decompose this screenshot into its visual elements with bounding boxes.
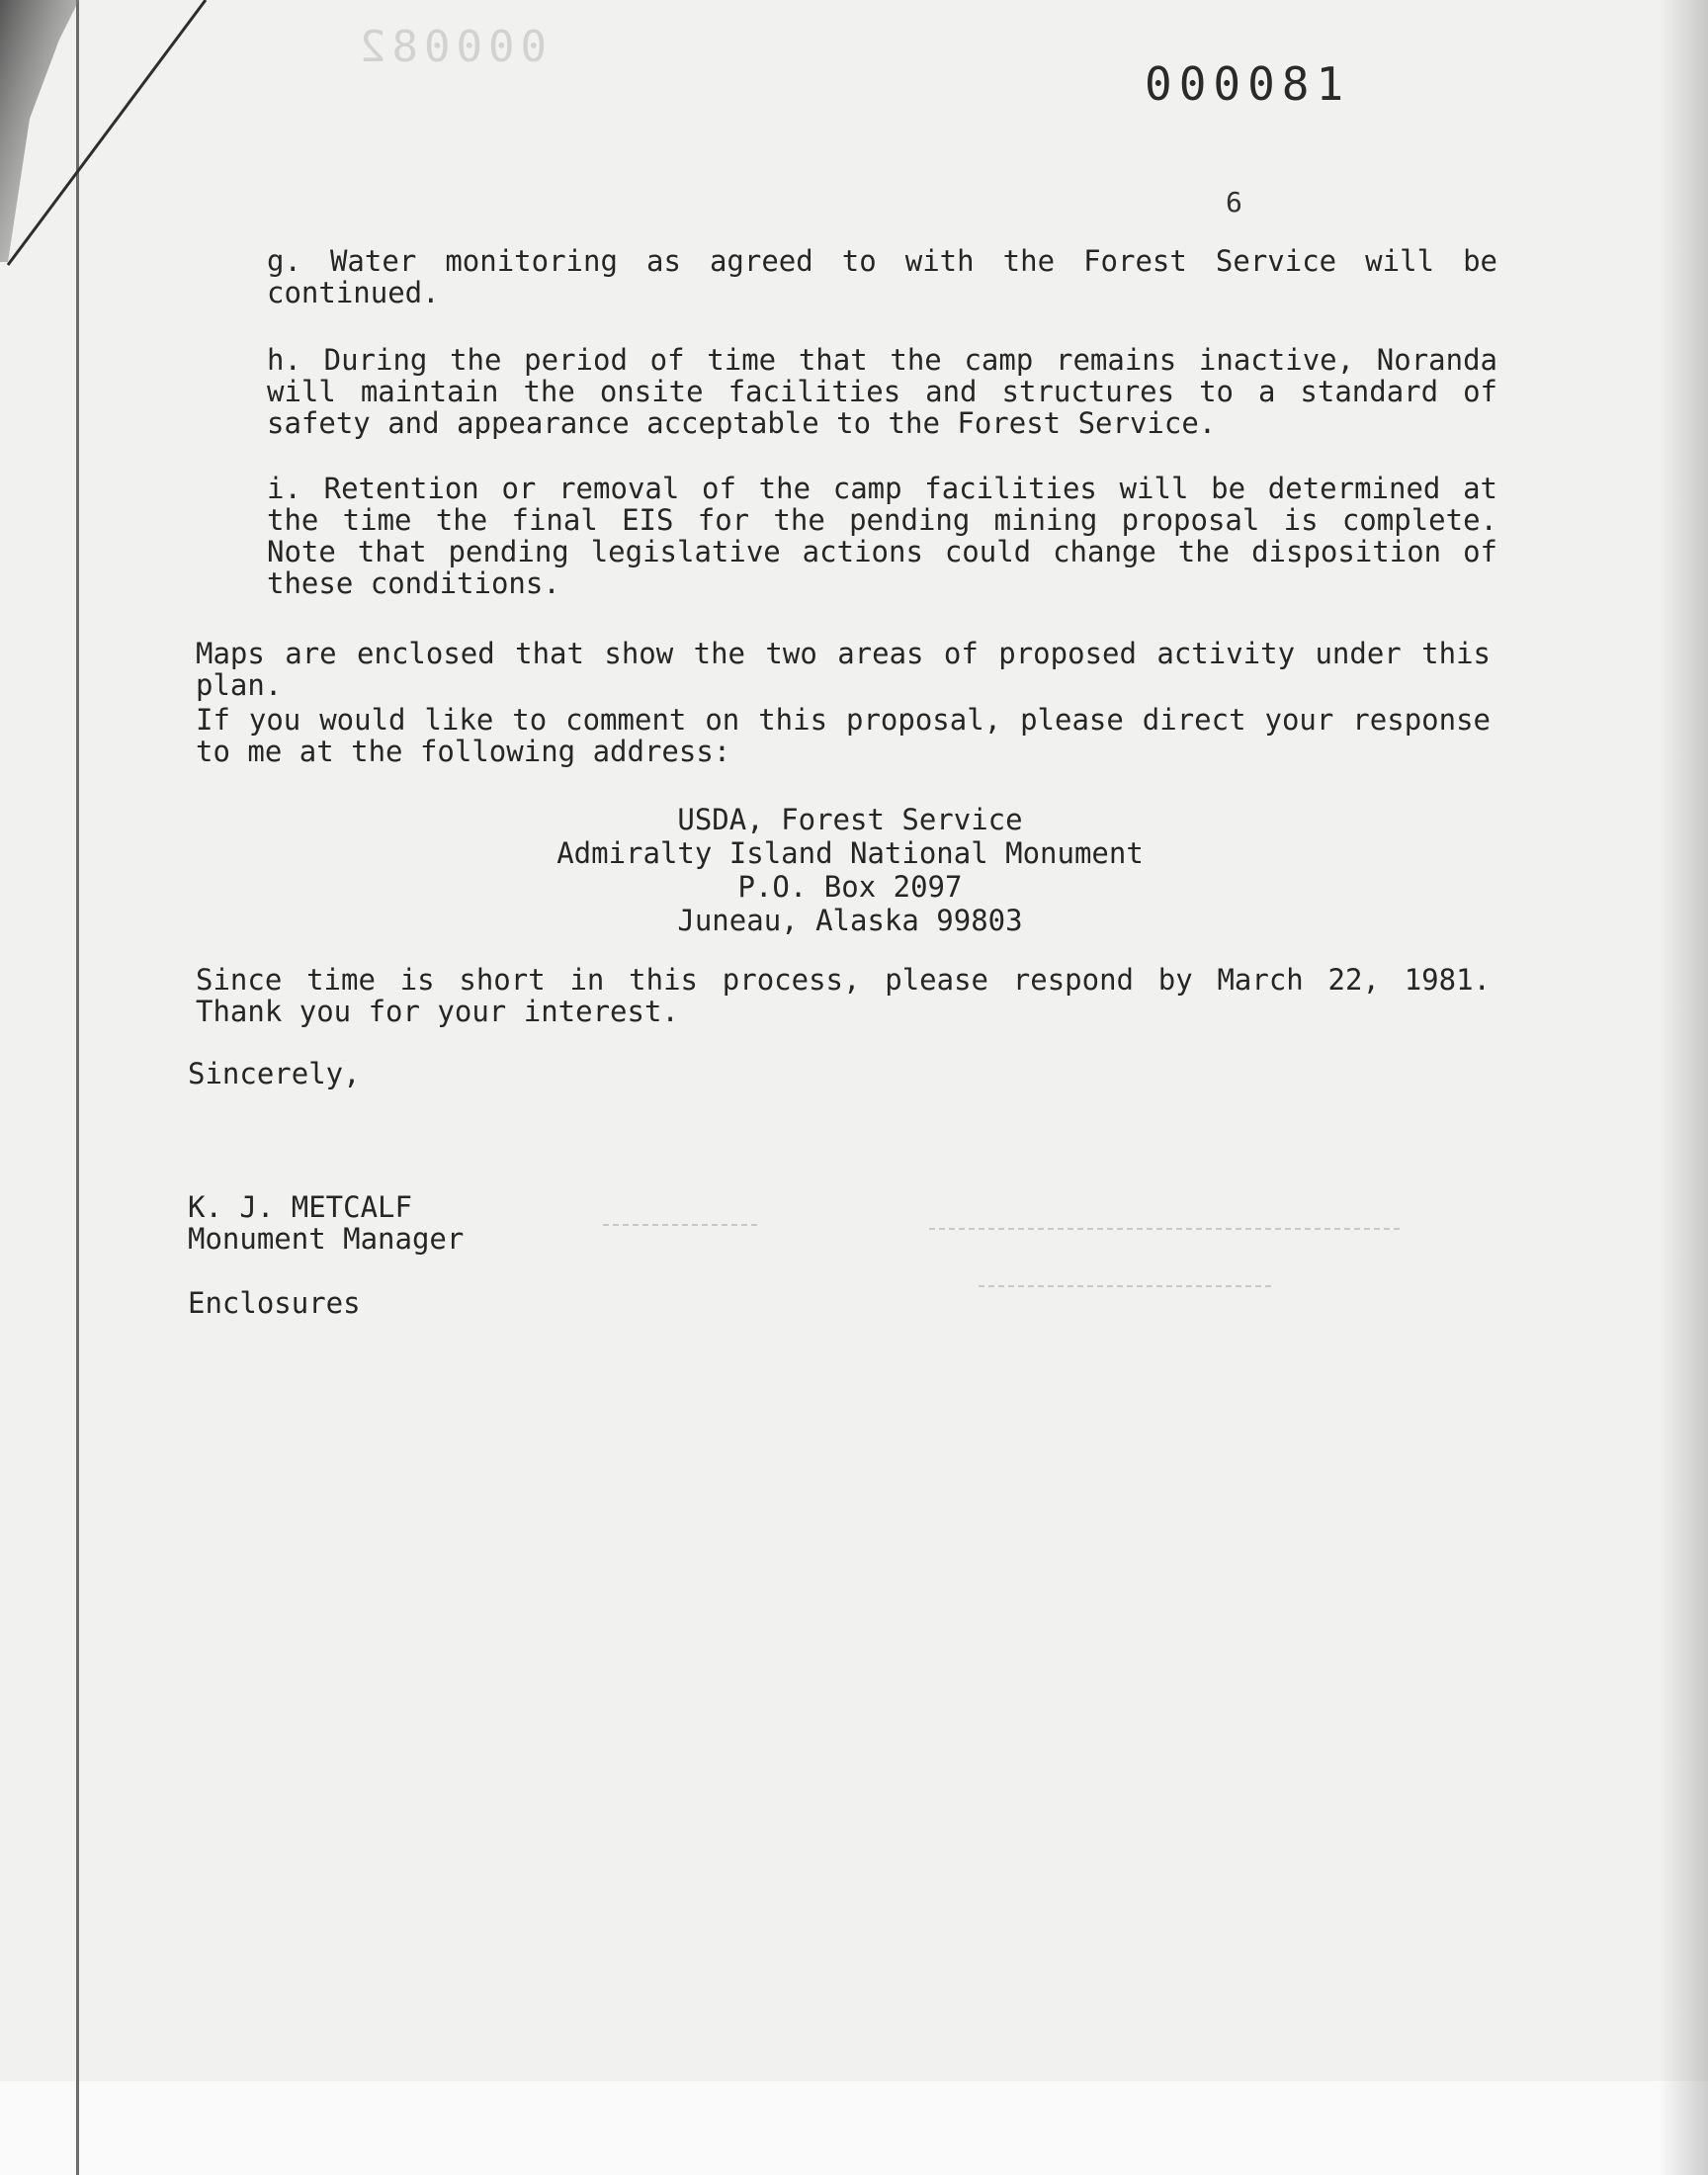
signature-smudge (603, 1224, 761, 1226)
signer-name: K. J. METCALF (188, 1190, 412, 1224)
scan-binding-line (76, 0, 79, 2175)
document-stamp-number: 000081 (1145, 57, 1351, 111)
mailing-address (425, 804, 1275, 938)
bleed-through-number: 000082 (354, 22, 547, 72)
maps-paragraph: Maps are enclosed that show the two areas of proposed activity under this plan. (196, 637, 1491, 702)
folded-corner-shadow (0, 0, 227, 287)
scan-bottom-margin (0, 2081, 1708, 2175)
page-number: 6 (1226, 186, 1242, 218)
address-line-3: P.O. Box 2097 (737, 870, 963, 904)
signature-smudge (929, 1228, 1404, 1230)
item-h: h. During the period of time that the camp remains inactive, Noranda will maintain the onsite facilities and structures to a standard of safety and appearance acceptable to the Forest Service. (267, 343, 1497, 440)
address-line-1: USDA, Forest Service (677, 803, 1023, 836)
address-line-2: Admiralty Island National Monument (556, 836, 1144, 870)
enclosures-note: Enclosures (188, 1286, 361, 1320)
item-i: i. Retention or removal of the camp facilities will be determined at the time the final EIS for the pending mining proposal is complete. Note that pending legislative actions could change the disposition of these conditions. (267, 472, 1497, 600)
deadline-paragraph: Since time is short in this process, please respond by March 22, 1981. Thank you for your interest. (196, 963, 1491, 1028)
signer-title: Monument Manager (188, 1222, 465, 1256)
address-line-4: Juneau, Alaska 99803 (677, 904, 1023, 937)
closing-salutation: Sincerely, (188, 1057, 361, 1090)
comment-paragraph: If you would like to comment on this proposal, please direct your response to me at the following address: (196, 703, 1491, 768)
item-g: g. Water monitoring as agreed to with the Forest Service will be continued. (267, 244, 1497, 309)
signature-smudge (979, 1285, 1275, 1287)
scan-edge-shadow (1659, 0, 1708, 2175)
